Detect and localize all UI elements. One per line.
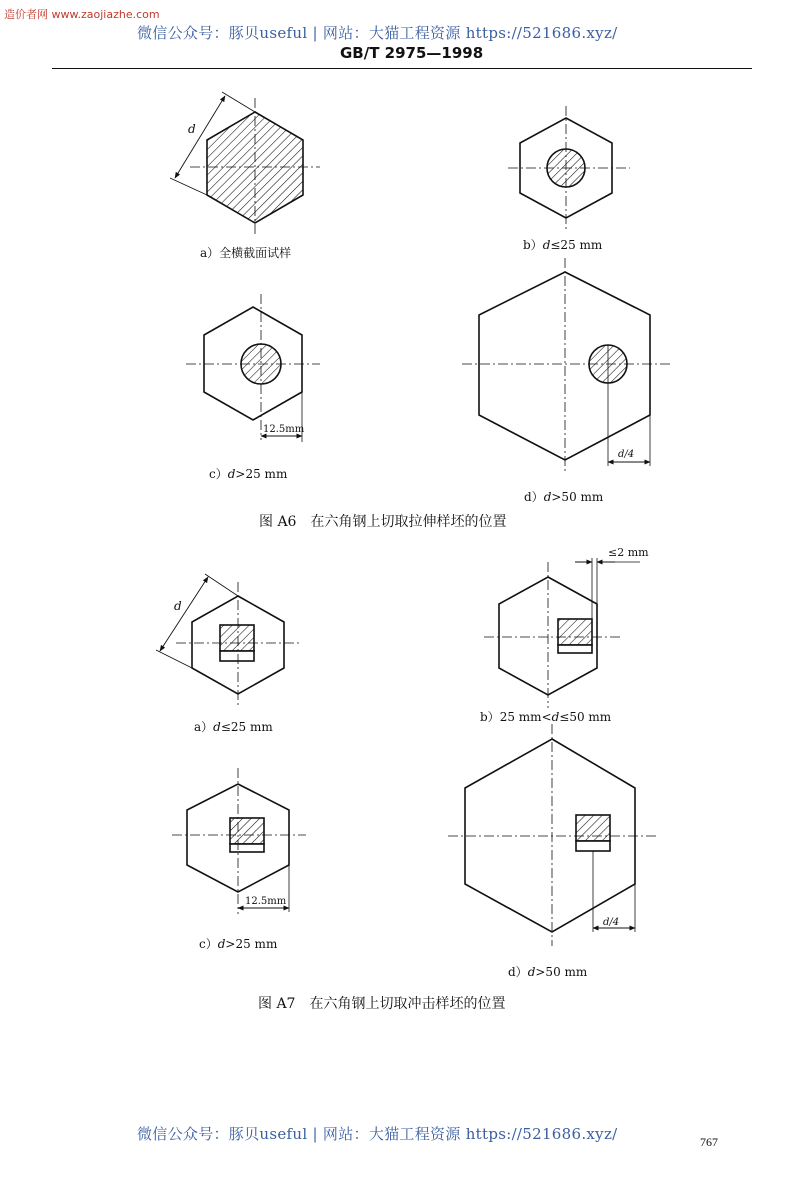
caption-text: >50 mm bbox=[535, 965, 588, 979]
caption-text: ≤25 mm bbox=[550, 238, 603, 252]
a7-caption-a bbox=[194, 718, 273, 735]
watermark-top: 微信公众号：豚贝useful | 网站：大猫工程资源 https://521686.xyz/ bbox=[137, 24, 618, 42]
caption-prefix: d） bbox=[508, 965, 528, 979]
a7-caption-b bbox=[480, 708, 611, 725]
a6-caption-a bbox=[200, 244, 291, 261]
caption-text: 全横截面试样 bbox=[219, 246, 292, 260]
caption-text: >25 mm bbox=[225, 937, 278, 951]
a6-caption-d bbox=[524, 488, 603, 505]
site-tag: 造价者网 www.zaojiazhe.com bbox=[4, 8, 160, 21]
a6-panel-c-drawing bbox=[186, 294, 320, 442]
caption-text: ≤50 mm bbox=[559, 710, 612, 724]
caption-text: ≤25 mm bbox=[220, 720, 273, 734]
a7-c-dim-label: 12.5mm bbox=[245, 896, 287, 907]
sample-notch-strip bbox=[576, 841, 610, 851]
a7-caption-c bbox=[199, 935, 277, 952]
caption-var: d bbox=[543, 490, 552, 504]
a7-panel-c-drawing bbox=[172, 768, 306, 914]
sample-notch-strip bbox=[558, 645, 592, 653]
caption-var: d bbox=[213, 720, 221, 734]
a6-panel-d-drawing bbox=[462, 258, 670, 472]
a6-a-dim-label: d bbox=[188, 122, 196, 136]
watermark-bottom: 微信公众号：豚贝useful | 网站：大猫工程资源 https://521686.xyz/ bbox=[137, 1125, 618, 1143]
figure-a6-title: 图 A6 在六角钢上切取拉伸样坯的位置 bbox=[259, 514, 507, 530]
a7-panel-a-drawing bbox=[156, 574, 300, 706]
caption-var: d bbox=[227, 467, 236, 481]
a6-panel-b-drawing bbox=[508, 106, 630, 230]
caption-text: 25 mm< bbox=[499, 710, 552, 724]
caption-prefix: b） bbox=[480, 710, 500, 724]
sample-square bbox=[230, 818, 264, 844]
sample-notch-strip bbox=[220, 651, 254, 661]
sample-square bbox=[576, 815, 610, 841]
figure-a7-title: 图 A7 在六角钢上切取冲击样坯的位置 bbox=[258, 996, 506, 1012]
caption-prefix: a） bbox=[200, 246, 220, 260]
a7-d-dim-label: d/4 bbox=[603, 917, 620, 928]
caption-prefix: d） bbox=[524, 490, 544, 504]
caption-var: d bbox=[527, 965, 536, 979]
standard-number: GB/T 2975—1998 bbox=[340, 44, 484, 62]
a6-panel-a-drawing bbox=[170, 92, 320, 236]
a7-a-dim-label: d bbox=[174, 599, 182, 613]
sample-notch-strip bbox=[230, 844, 264, 852]
caption-var: d bbox=[217, 937, 226, 951]
page-number: 767 bbox=[700, 1135, 718, 1149]
caption-prefix: c） bbox=[209, 467, 228, 481]
caption-var: d bbox=[542, 238, 551, 252]
a7-caption-d bbox=[508, 963, 587, 980]
caption-text: >25 mm bbox=[235, 467, 288, 481]
a6-caption-b bbox=[523, 236, 602, 253]
caption-prefix: a） bbox=[194, 720, 214, 734]
a7-panel-b-drawing bbox=[484, 558, 640, 708]
a6-d-dim-label: d/4 bbox=[618, 449, 635, 460]
a7-b-dim-label: ≤2 mm bbox=[608, 546, 649, 559]
caption-prefix: c） bbox=[199, 937, 218, 951]
a6-c-dim-label: 12.5mm bbox=[263, 424, 305, 435]
caption-prefix: b） bbox=[523, 238, 543, 252]
sample-square bbox=[558, 619, 592, 645]
caption-text: >50 mm bbox=[551, 490, 604, 504]
caption-var: d bbox=[551, 710, 560, 724]
sample-square bbox=[220, 625, 254, 651]
a7-panel-d-drawing bbox=[448, 724, 658, 946]
a6-caption-c bbox=[209, 465, 287, 482]
